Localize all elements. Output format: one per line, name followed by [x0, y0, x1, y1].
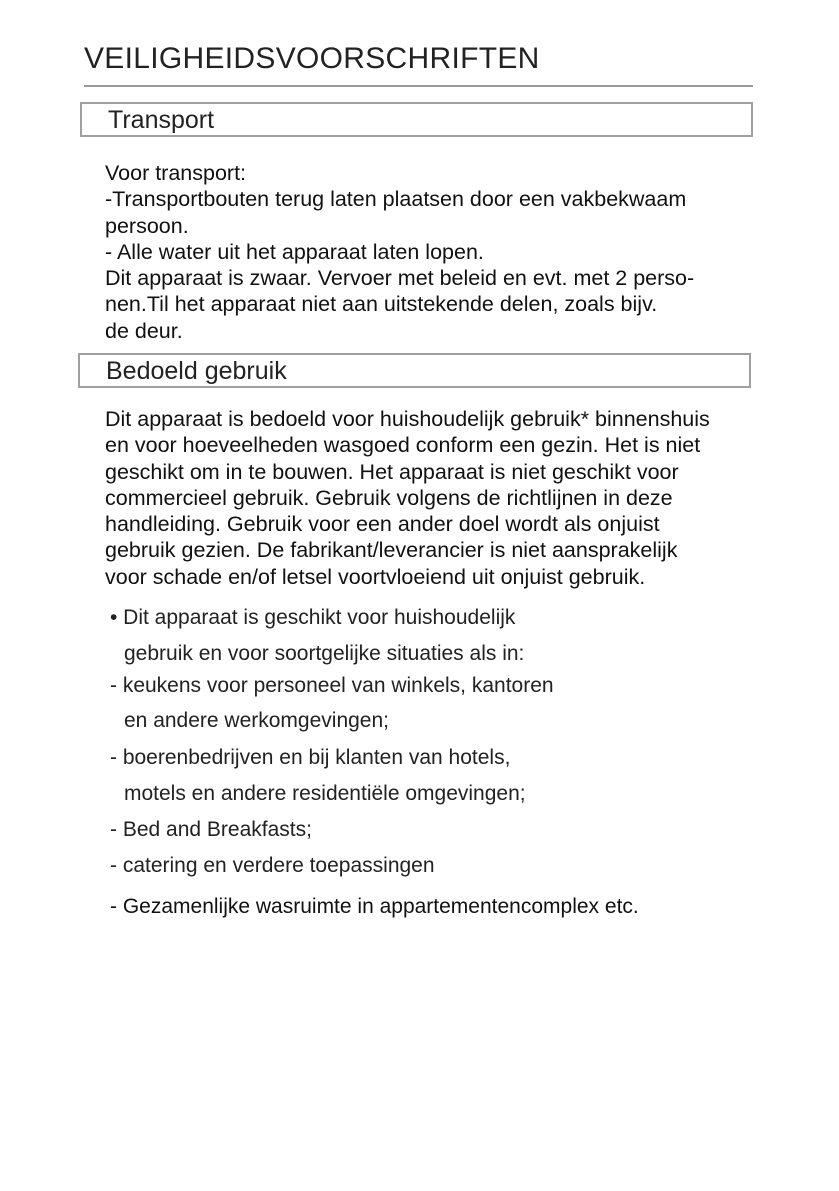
- section-header-bedoeld-gebruik: [78, 353, 751, 388]
- section-header-transport: [80, 102, 753, 137]
- text-line: gebruik gezien. De fabrikant/leverancier is niet aansprakelijk: [105, 538, 678, 563]
- section-heading-bedoeld-gebruik: Bedoeld gebruik: [106, 357, 287, 385]
- list-item: • Dit apparaat is geschikt voor huishoudelijk: [110, 606, 516, 629]
- bedoeld-gebruik-paragraph: [105, 406, 710, 590]
- transport-paragraph: [105, 160, 694, 344]
- section-heading-transport: Transport: [108, 106, 215, 134]
- text-line: Dit apparaat is bedoeld voor huishoudelijk gebruik* binnenshuis: [105, 407, 710, 431]
- text-line: voor schade en/of letsel voortvloeiend uit onjuist gebruik.: [105, 564, 646, 589]
- list-item-continuation: gebruik en voor soortgelijke situaties als in:: [124, 642, 525, 665]
- text-line: geschikt om in te bouwen. Het apparaat is niet geschikt voor: [105, 459, 679, 484]
- list-item: - Bed and Breakfasts;: [110, 818, 312, 841]
- list-item-continuation: en andere werkomgevingen;: [124, 709, 390, 732]
- text-line: nen.Til het apparaat niet aan uitstekende delen, zoals bijv.: [105, 292, 658, 317]
- text-line: Voor transport:: [105, 161, 247, 185]
- title-divider: [84, 85, 753, 87]
- text-line: Dit apparaat is zwaar. Vervoer met beleid en evt. met 2 perso-: [105, 266, 695, 291]
- text-line: persoon.: [105, 213, 189, 238]
- list-item: - Gezamenlijke wasruimte in appartementencomplex etc.: [110, 895, 639, 918]
- list-item: - catering en verdere toepassingen: [110, 854, 435, 877]
- page-title: VEILIGHEIDSVOORSCHRIFTEN: [84, 42, 540, 75]
- text-line: handleiding. Gebruik voor een ander doel wordt als onjuist: [105, 512, 660, 537]
- list-item: - keukens voor personeel van winkels, kantoren: [110, 674, 554, 697]
- text-line: en voor hoeveelheden wasgoed conform een gezin. Het is niet: [105, 433, 701, 458]
- text-line: - Alle water uit het apparaat laten lopen.: [105, 239, 484, 264]
- text-line: de deur.: [105, 318, 183, 343]
- list-item-continuation: motels en andere residentiële omgevingen;: [124, 782, 526, 805]
- text-line: -Transportbouten terug laten plaatsen door een vakbekwaam: [105, 187, 687, 212]
- list-item: - boerenbedrijven en bij klanten van hotels,: [110, 746, 511, 769]
- text-line: commercieel gebruik. Gebruik volgens de richtlijnen in deze: [105, 485, 673, 510]
